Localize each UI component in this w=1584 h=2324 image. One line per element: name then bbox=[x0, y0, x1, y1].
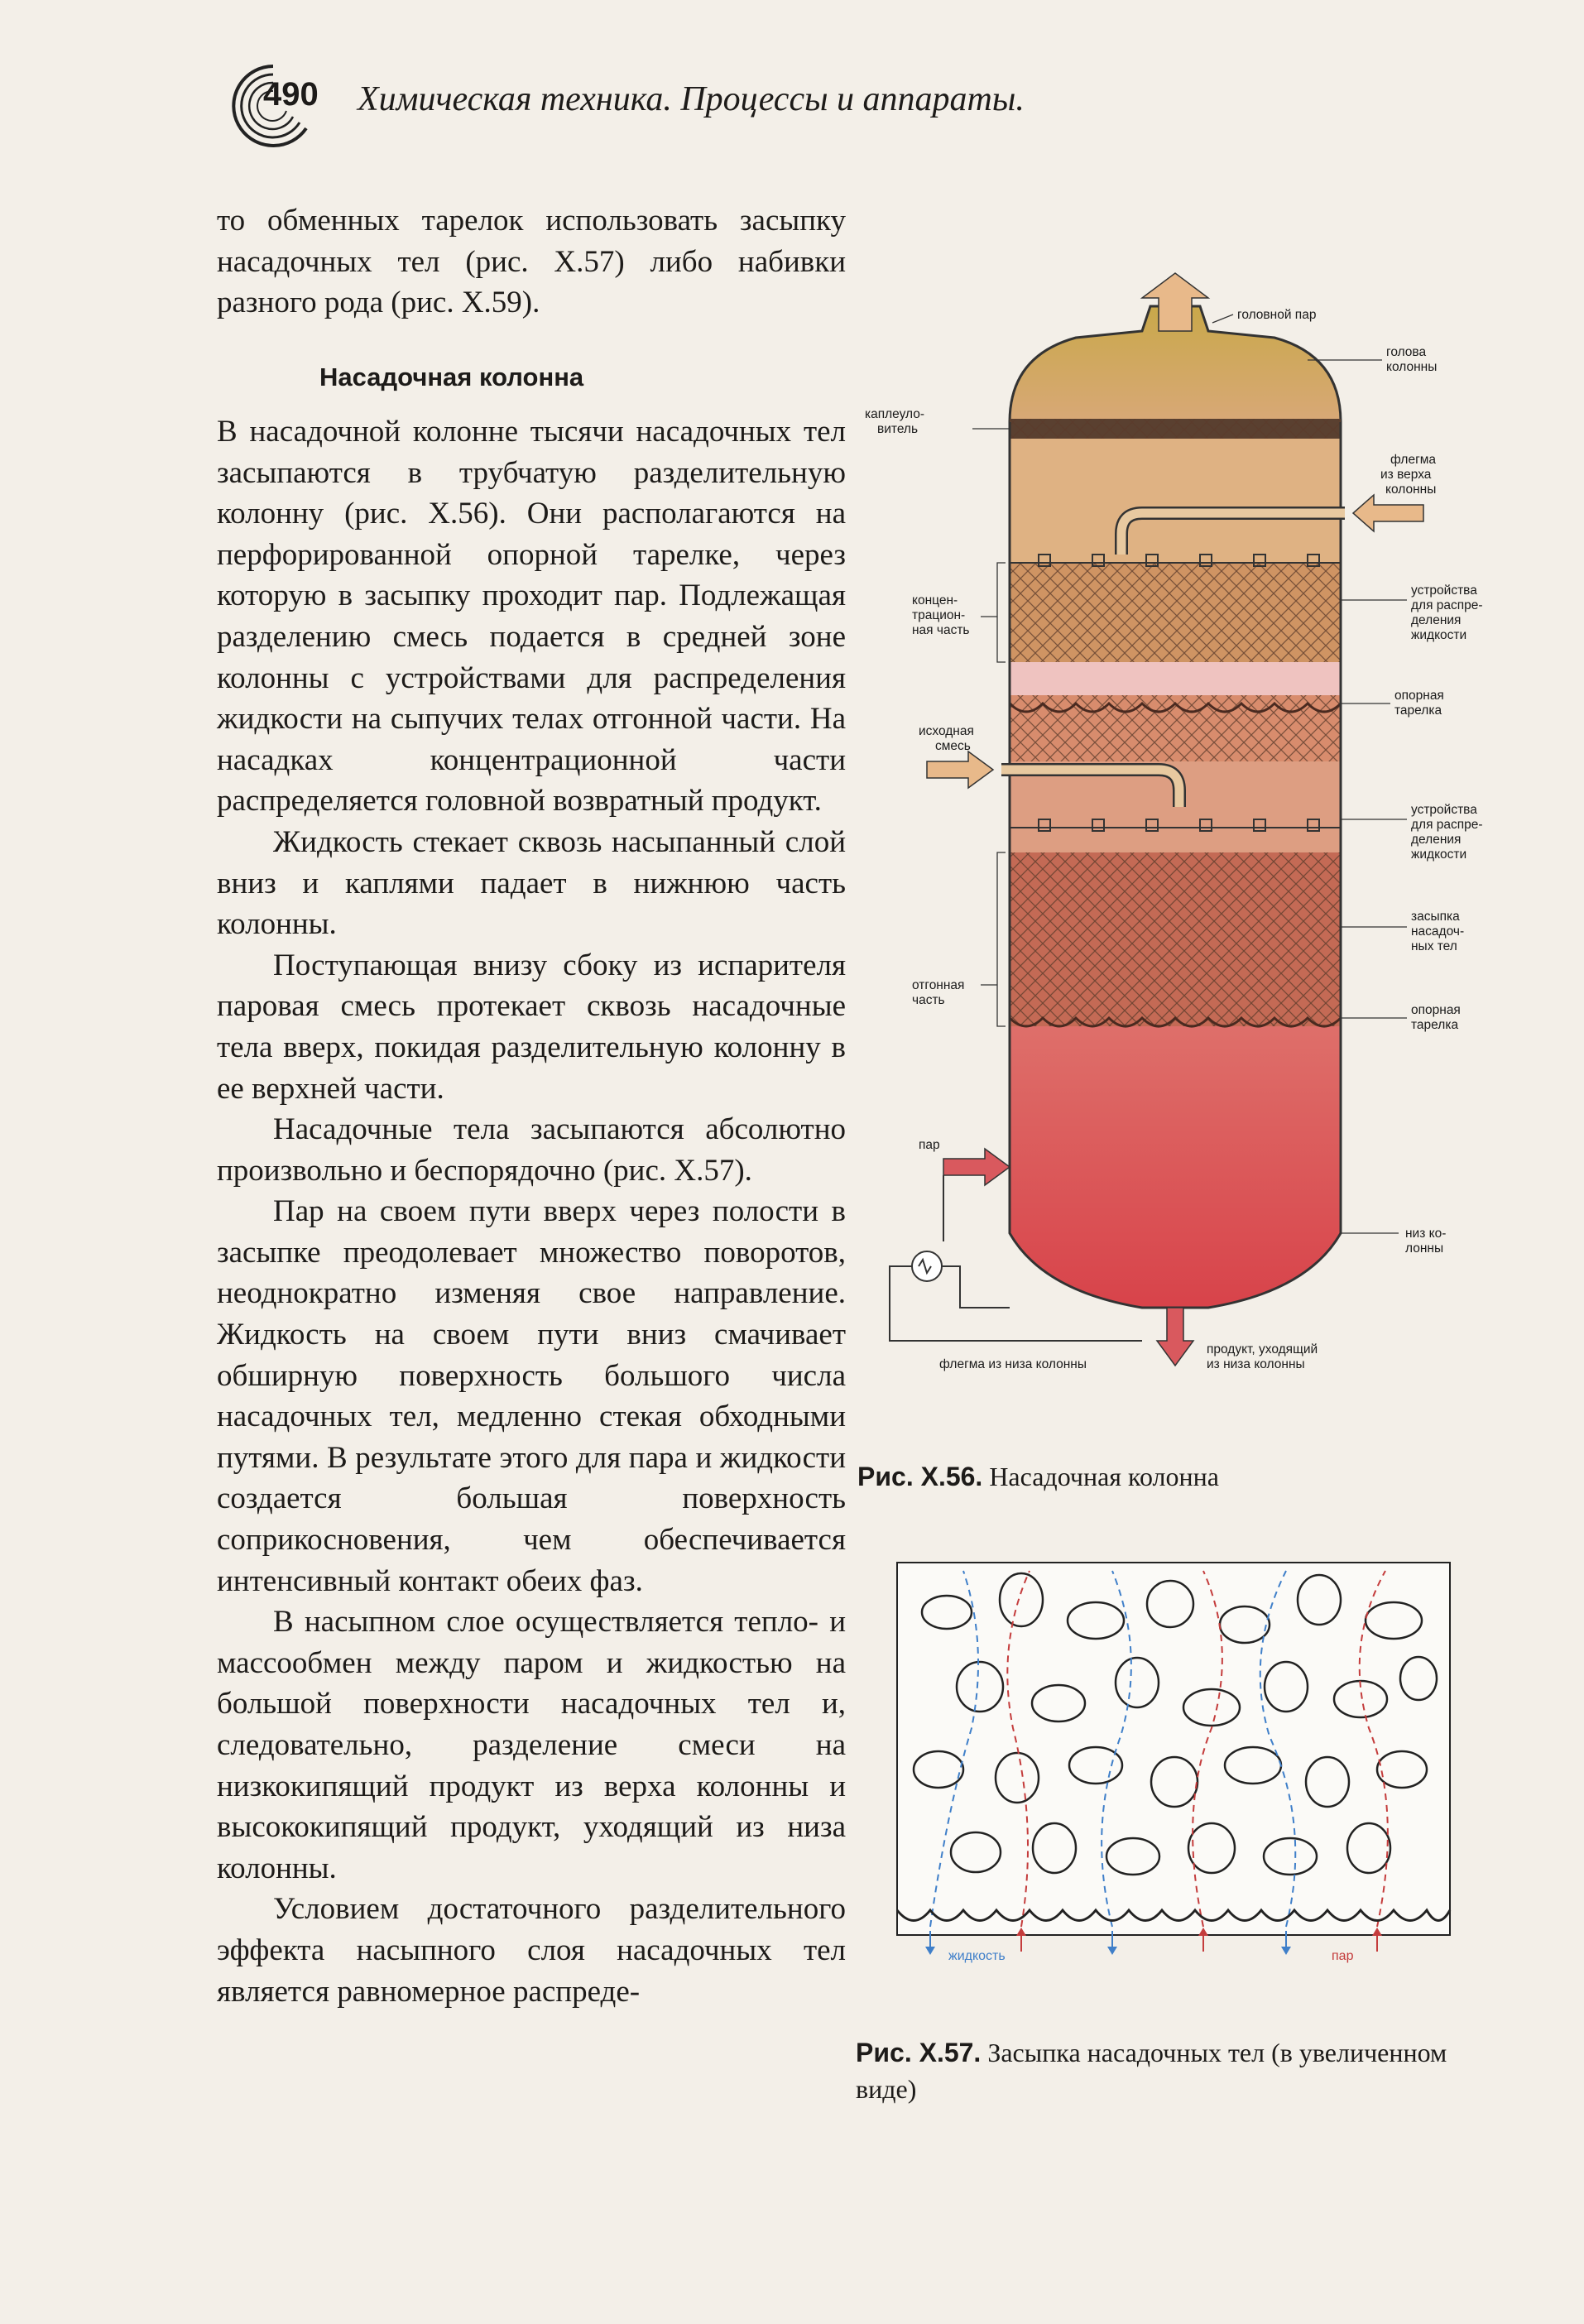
svg-text:деления: деления bbox=[1411, 613, 1462, 627]
column-bottom bbox=[1010, 1026, 1341, 1308]
label-liquid: жидкость bbox=[948, 1949, 1006, 1963]
svg-text:флегма: флегма bbox=[1390, 453, 1437, 467]
svg-text:витель: витель bbox=[877, 422, 919, 436]
reflux-in-arrow bbox=[1353, 495, 1423, 531]
svg-text:голова: голова bbox=[1386, 345, 1427, 359]
paragraph: Насадочные тела засыпаются абсолютно произвольно и беспорядочно (рис. X.57). bbox=[217, 1112, 846, 1188]
bottom-product-arrow bbox=[1157, 1308, 1193, 1366]
svg-text:продукт, уходящий: продукт, уходящий bbox=[1207, 1342, 1318, 1356]
paragraph: Условием достаточного разделительного эффекта насыпного слоя насадочных тел является равномерное распреде- bbox=[217, 1892, 846, 2009]
paragraph: Пар на своем пути вверх через полости в засыпке преодолевает множество поворотов, неоднократно изменяя свое направление. Жидкость на своем пути вниз смачивает обширную поверхность большого числа насадочных тел, медленно стекая обходными путями. В результате этого для пара и жидкости создается большая поверхность соприкосновения, чем обеспечивается интенсивный контакт обеих фаз. bbox=[217, 1194, 846, 1598]
svg-text:устройства: устройства bbox=[1411, 803, 1477, 817]
svg-text:из низа колонны: из низа колонны bbox=[1207, 1357, 1305, 1371]
paragraph: Поступающая внизу сбоку из испарителя паровая смесь протекает сквозь насадочные тела вверх, покидая разделительную колонну в ее верхней части. bbox=[217, 948, 846, 1106]
svg-text:концен-: концен- bbox=[912, 593, 958, 607]
svg-text:трацион-: трацион- bbox=[912, 608, 966, 622]
svg-text:опорная: опорная bbox=[1411, 1003, 1461, 1017]
svg-text:колонны: колонны bbox=[1385, 483, 1437, 497]
svg-text:для распре-: для распре- bbox=[1411, 598, 1483, 612]
section-heading: Насадочная колонна bbox=[319, 363, 584, 391]
svg-text:тарелка: тарелка bbox=[1394, 703, 1442, 718]
figure-57-caption: Рис. X.57. Засыпка насадочных тел (в увеличенном виде) bbox=[856, 2038, 1447, 2104]
svg-text:из верха: из верха bbox=[1380, 468, 1432, 482]
svg-text:лонны: лонны bbox=[1405, 1241, 1444, 1256]
running-header: Химическая техника. Процессы и аппараты. bbox=[358, 80, 1025, 118]
svg-text:для распре-: для распре- bbox=[1411, 818, 1483, 832]
svg-text:насадоч-: насадоч- bbox=[1411, 924, 1465, 939]
svg-text:исходная: исходная bbox=[919, 724, 974, 738]
svg-text:опорная: опорная bbox=[1394, 689, 1444, 703]
paragraph: Жидкость стекает сквозь насыпанный слой вниз и каплями падает в нижнюю часть колонны. bbox=[217, 824, 846, 942]
svg-text:устройства: устройства bbox=[1411, 583, 1477, 598]
svg-text:колонны: колонны bbox=[1386, 360, 1438, 374]
label-head-vapor: головной пар bbox=[1237, 308, 1317, 322]
page-number: 490 bbox=[263, 76, 319, 113]
svg-text:ная часть: ная часть bbox=[912, 623, 970, 637]
svg-text:смесь: смесь bbox=[935, 739, 971, 753]
figure-56-caption: Рис. X.56. Насадочная колонна bbox=[857, 1462, 1219, 1491]
svg-text:тарелка: тарелка bbox=[1411, 1018, 1459, 1032]
svg-text:каплеуло-: каплеуло- bbox=[865, 407, 925, 421]
svg-text:ных тел: ных тел bbox=[1411, 939, 1457, 953]
svg-text:часть: часть bbox=[912, 993, 945, 1007]
svg-text:пар: пар bbox=[919, 1138, 940, 1152]
paragraph: В насыпном слое осуществляется тепло- и массообмен между паром и жидкостью на большой поверхности насадочных тел и, следовательно, разделение смеси на низкокипящий продукт из верха колонны и высококипящий продукт, уходящий из низа колонны. bbox=[217, 1605, 846, 1885]
intro-paragraph: то обменных тарелок использовать засыпку насадочных тел (рис. X.57) либо набивки разного рода (рис. X.59). bbox=[217, 204, 846, 320]
packed-column-diagram bbox=[865, 273, 1531, 1415]
reboiler-icon bbox=[912, 1251, 942, 1281]
packing-closeup-diagram bbox=[897, 1563, 1450, 1968]
column-upper-zone bbox=[1010, 422, 1341, 563]
svg-text:флегма из низа колонны: флегма из низа колонны bbox=[939, 1357, 1087, 1371]
svg-text:засыпка: засыпка bbox=[1411, 910, 1460, 924]
body-text bbox=[217, 411, 846, 2012]
svg-text:деления: деления bbox=[1411, 833, 1462, 847]
feed-arrow bbox=[927, 751, 993, 788]
svg-text:отгонная: отгонная bbox=[912, 978, 965, 992]
svg-text:жидкости: жидкости bbox=[1411, 847, 1467, 862]
svg-text:низ ко-: низ ко- bbox=[1405, 1227, 1447, 1241]
svg-text:жидкости: жидкости bbox=[1411, 628, 1467, 642]
paragraph: В насадочной колонне тысячи насадочных тел засыпаются в трубчатую разделительную колонну (рис. X.56). Они располагаются на перфорированной опорной тарелке, через которую в засыпку проходит пар. Подлежащая разделению смесь подается в средней зоне колонны с устройствами для распределения жидкости на сыпучих телах отгонной части. На насадках концентрационной части распределяется головной возвратный продукт. bbox=[217, 415, 846, 819]
label-vapor: пар bbox=[1332, 1949, 1354, 1963]
pink-band bbox=[1010, 662, 1341, 695]
vapor-inlet-arrow bbox=[943, 1149, 1010, 1185]
